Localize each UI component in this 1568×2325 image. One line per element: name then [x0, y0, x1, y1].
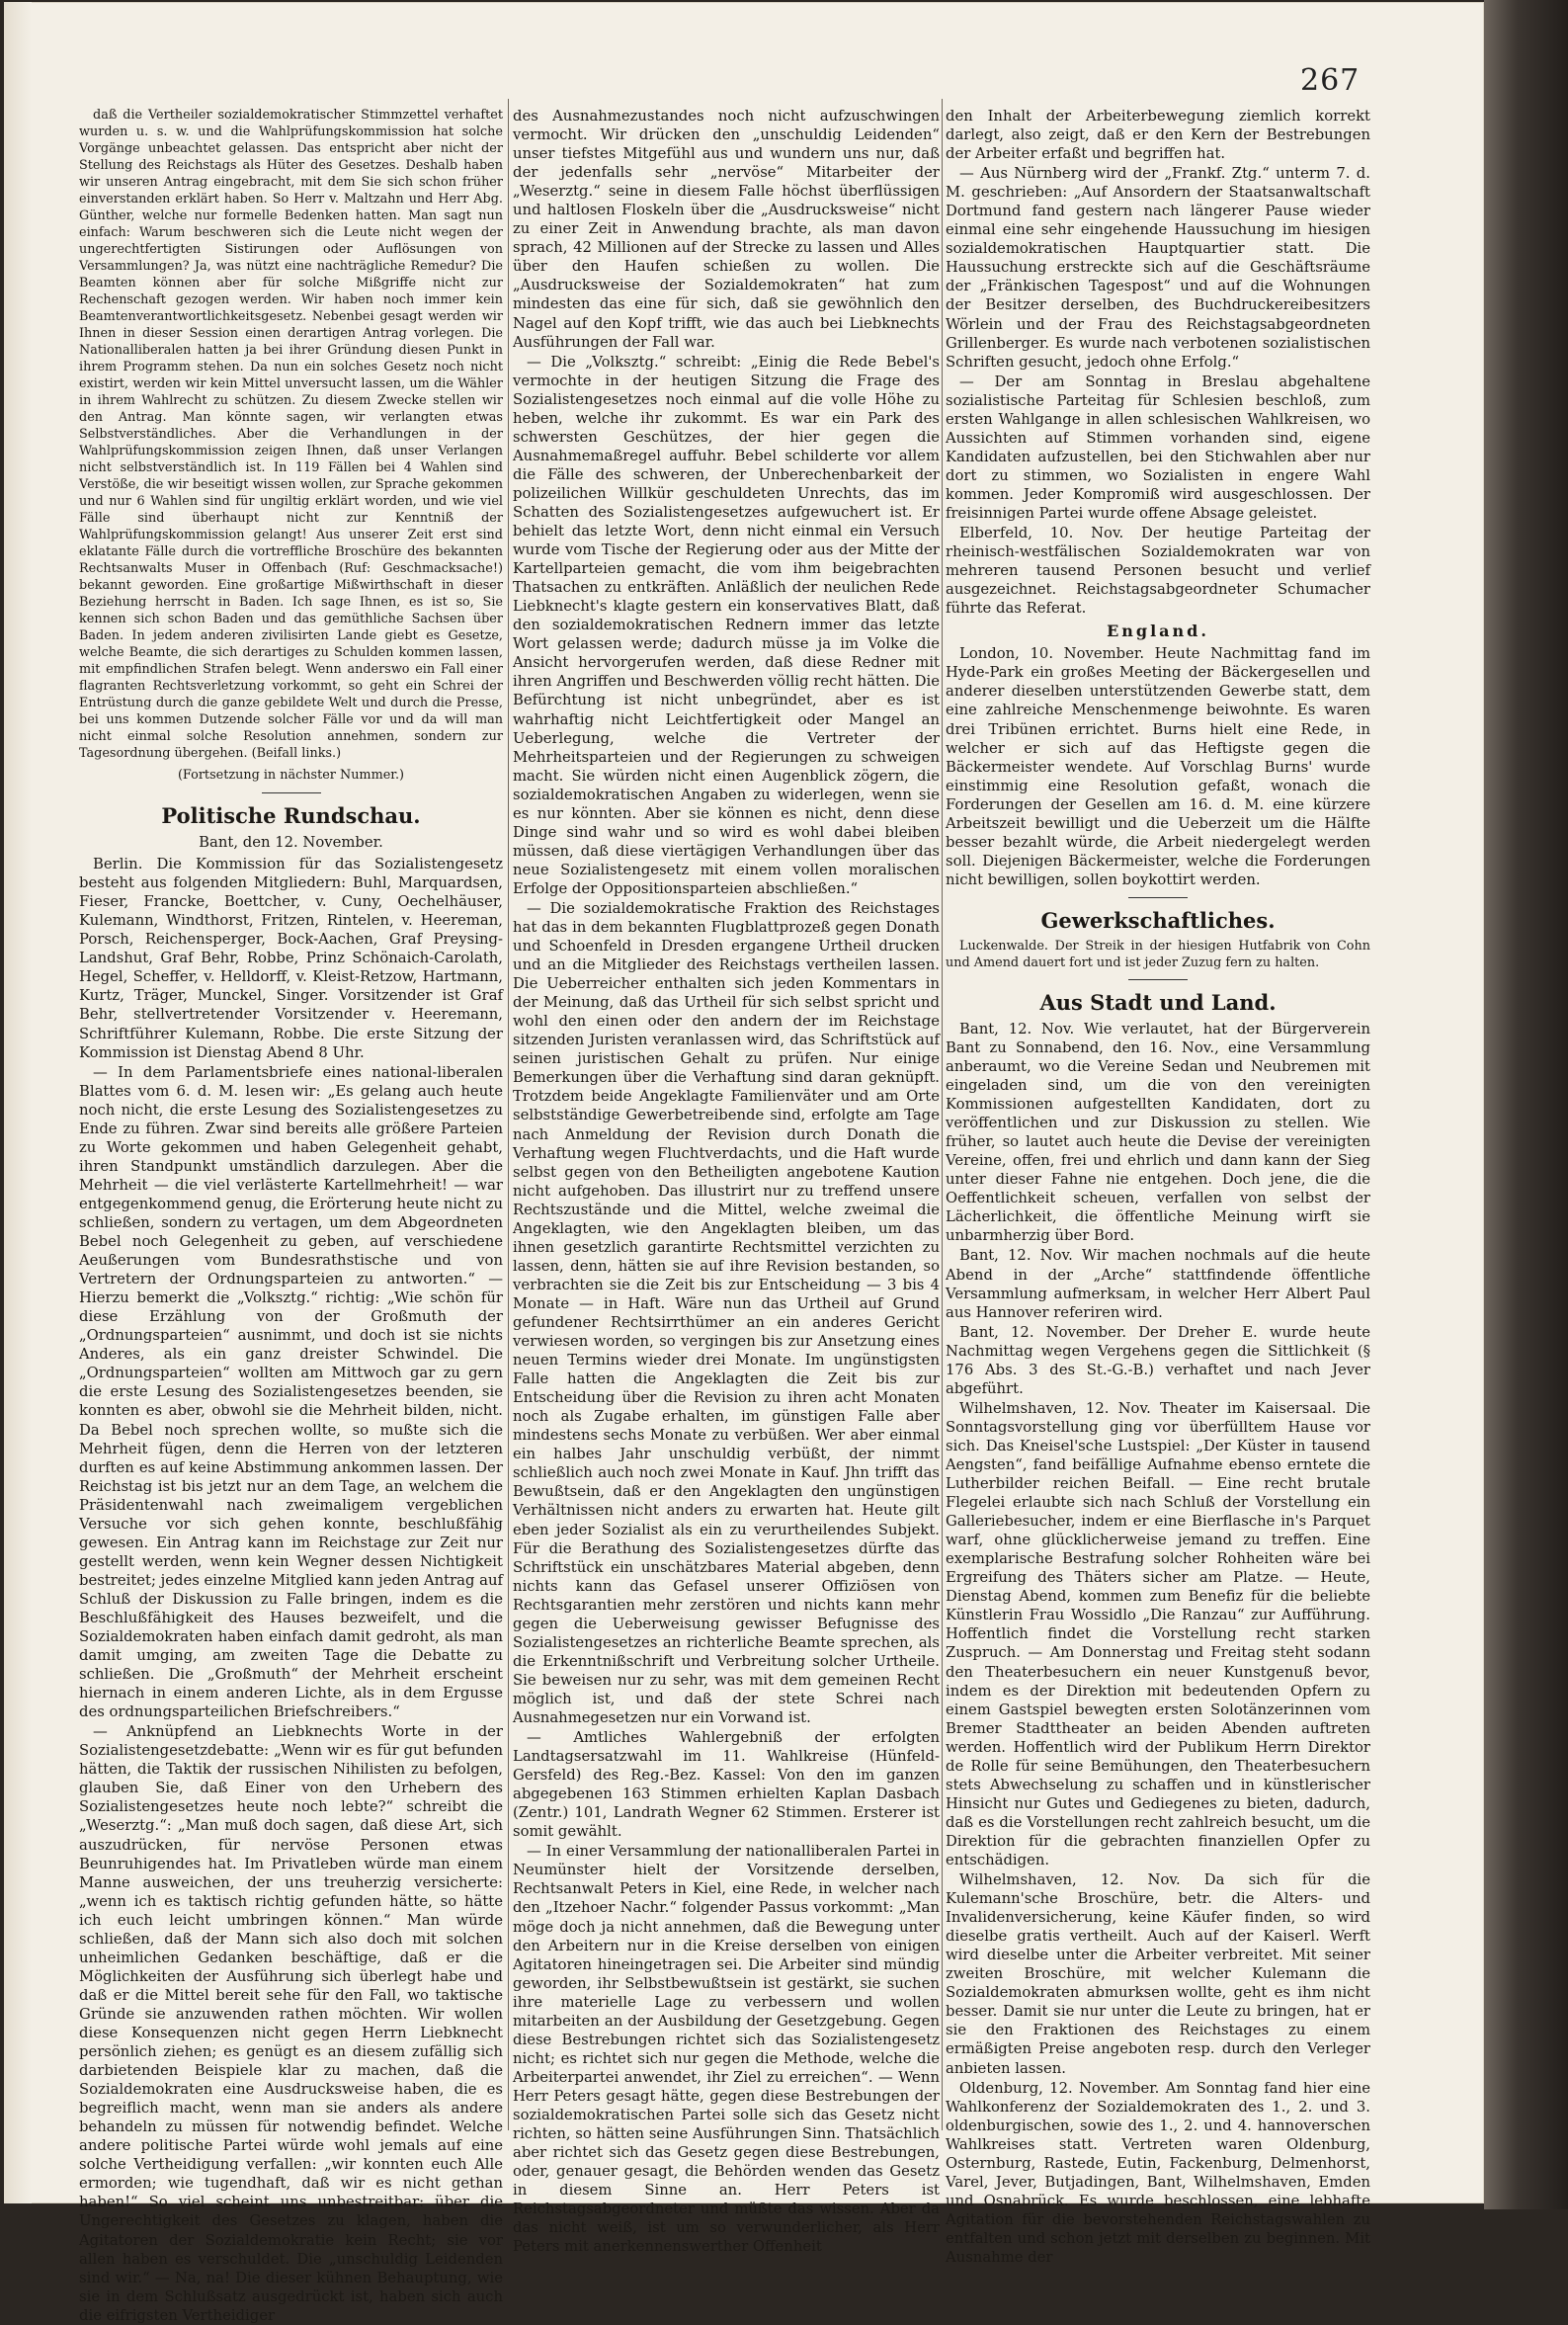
article-paragraph: daß die Vertheiler sozialdemokratischer Stimmzettel verhaftet wurden u. s. w. und die Wahlprüfungskommission hat solche Vorgänge unbeachtet gelassen. Das entspricht aber nicht der Stellung des Reichstags als Hüter des Gesetzes. Deshalb haben wir unseren Antrag eingebracht, mit dem Sie sich schon früher einverstanden erklärt haben. So Herr v. Maltzahn und Herr Abg. Günther, welche nur formelle Bedenken hatten. Man sagt nun einfach: Warum beschweren sich die Leute nicht wegen der ungerechtfertigten Sistirungen oder Auflösungen von Versammlungen? Ja, was nützt eine nachträgliche Remedur? Die Beamten können aber für solche Mißgriffe nicht zur Rechenschaft gezogen werden. Wir haben noch immer kein Beamtenverantwortlichkeitsgesetz. Nebenbei gesagt werden wir Ihnen in dieser Session einen derartigen Antrag vorlegen. Die Nationalliberalen hatten ja bei ihrer Gründung diesen Punkt in ihrem Programm stehen. Da nun ein solches Gesetz noch nicht existirt, werden wir kein Mittel unversucht lassen, um die Wähler in ihrem Wahlrecht zu schützen. Zu diesem Zwecke stellen wir den Antrag. Man könnte sagen, wir verlangten etwas Selbstverständliches. Aber die Verhandlungen in der Wahlprüfungskommission zeigen Ihnen, daß unser Verlangen nicht selbstverständlich ist. In 119 Fällen bei 4 Wahlen sind Verstöße, die wir beseitigt wissen wollen, zur Sprache gekommen und nur 6 Wahlen sind für ungiltig erklärt worden, und wie viel Fälle sind überhaupt nicht zur Kenntniß der Wahlprüfungskommission gelangt! Aus unserer Zeit erst sind eklatante Fälle durch die vortreffliche Broschüre des bekannten Rechtsanwalts Muser in Offenbach (Ruf: Geschmacksache!) bekannt geworden. Eine großartige Mißwirthschaft in dieser Beziehung herrscht in Baden. Ich sage Ihnen, es ist so, Sie kennen sich schon Baden und das gemüthliche Sachsen über Baden. In jedem anderen zivilisirten Lande giebt es Gesetze, welche Beamte, die sich derartiges zu Schulden kommen lassen, mit empfindlichen Strafen belegt. Wenn anderswo ein Fall einer flagranten Rechtsverletzung vorkommt, so geht ein Schrei der Entrüstung durch die ganze gebildete Welt und durch die Presse, bei uns kommen Dutzende solcher Fälle vor und da will man nicht einmal solche Resolution annehmen, sondern zur Tagesordnung übergehen. (Beifall links.) [79, 108, 503, 761]
column-rule [942, 99, 943, 2130]
binding-spine [1484, 0, 1568, 2209]
dateline: Bant, den 12. November. [199, 834, 383, 852]
column-rule [508, 99, 509, 2130]
section-heading-politische-rundschau: Politische Rundschau. [161, 803, 421, 829]
separator-line [262, 792, 321, 793]
article-paragraph: — Amtliches Wahlergebniß der erfolgten Landtagsersatzwahl im 11. Wahlkreise (Hünfeld-Gersfeld) des Reg.-Bez. Kassel: Von den im ganzen abgegebenen 163 Stimmen erhielten Kaplan Dasbach (Zentr.) 101, Landrath Wegner 62 Stimmen. Ersterer ist somit gewählt. [513, 1729, 940, 1841]
article-paragraph: — Die „Volksztg.“ schreibt: „Einig die Rede Bebel's vermochte in der heutigen Sitzung die Frage des Sozialistengesetzes noch einmal auf die volle Höhe zu heben, welche ihr zukommt. Es war ein Park des schwersten Geschützes, der hier gegen die Ausnahmemaßregel auffuhr. Bebel schilderte vor allem die Fälle des schweren, der Unberechenbarkeit der polizeilichen Willkür geschuldeten Unrechts, das im Schatten des Sozialistengesetzes aufgewuchert ist. Er behielt das letzte Wort, denn nicht einmal ein Versuch wurde vom Tische der Regierung oder aus der Mitte der Kartellparteien gemacht, die vom ihm beigebrachten Thatsachen zu entkräften. Anläßlich der neulichen Rede Liebknecht's klagte gestern ein konservatives Blatt, daß den sozialdemokratischen Rednern immer das letzte Wort gelassen werde; dadurch müsse ja im Volke die Ansicht hervorgerufen werden, daß diese Redner mit ihren Angriffen und Beschwerden völlig recht hätten. Die Befürchtung ist nicht unbegründet, aber es ist wahrhaftig nicht Leichtfertigkeit oder Mangel an Ueberlegung, welche die Vertreter der Mehrheitsparteien und der Regierungen zu schweigen macht. Sie würden nicht einen Augenblick zögern, die sozialdemokratischen Angaben zu widerlegen, wenn sie es nur könnten. Aber sie können es nicht, denn diese Dinge sind wahr und so wird es wohl dabei bleiben müssen, daß diese viertägigen Verhandlungen über das neue Sozialistengesetz mit einem vollen moralischen Erfolge der Oppositionsparteien abschließen.“ [513, 353, 940, 897]
continuation-note: (Fortsetzung in nächster Nummer.) [177, 768, 405, 783]
article-paragraph: — Die sozialdemokratische Fraktion des Reichstages hat das in dem bekannten Flugblattprozeß gegen Donath und Schoenfeld in Dresden ergangene Urtheil drucken und an die Mitglieder des Reichstags vertheilen lassen. Die Ueberreicher enthalten sich jeden Kommentars in der Meinung, daß das Urtheil für sich selbst spricht und wohl den einen oder den andern der im Reichstage sitzenden Juristen veranlassen wird, das Schriftstück auf seinen juristischen Gehalt zu prüfen. Nur einige Bemerkungen über die Verhaftung sind daran geknüpft. Trotzdem beide Angeklagte Familienväter und am Orte selbstständige Gewerbetreibende sind, erfolgte am Tage nach Anmeldung der Revision durch Donath die Verhaftung wegen Fluchtverdachts, und die Haft wurde selbst gegen von den Betheiligten angebotene Kaution nicht aufgehoben. Das illustrirt nur zu treffend unsere Rechtszustände und die Mittel, welche zweimal die Angeklagten, wie den Angeklagten bleiben, um das ihnen gesetzlich garantirte Rechtsmittel verzichten zu lassen, denn, hätten sie auf ihre Revision bestanden, so verbrachten sie die Zeit bis zur Entscheidung — 3 bis 4 Monate — in Haft. Wäre nun das Urtheil auf Grund gefundener Rechtsirrthümer an ein anderes Gericht verwiesen worden, so vergingen bis zur Ansetzung eines neuen Termins wieder drei Monate. Im ungünstigsten Falle hatten die Angeklagten die Zeit bis zur Entscheidung über die Revision zu ihren acht Monaten noch als Zugabe erhalten, im günstigen Falle aber mindestens sechs Monate zu verbüßen. Wer aber einmal ein halbes Jahr unschuldig verbüßt, der nimmt schließlich auch noch zwei Monate in Kauf. Jhn trifft das Bewußtsein, daß er den Angeklagten den ungünstigen Verhältnissen nicht anders zu erwarten hat. Heute gilt eben jeder Sozialist als ein zu verurtheilendes Subjekt. Für die Berathung des Sozialistengesetzes dürfte das Schriftstück ein unschätzbares Material abgeben, denn nichts kann das Gefasel unserer Offiziösen von Rechtsgarantien mehr zerstören und nichts kann mehr gegen die Ueberweisung gewisser Befugnisse des Sozialistengesetzes an richterliche Beamte sprechen, als die Erkenntnißschrift und Verbreitung solcher Urtheile. Sie beweisen nur zu sehr, was mit dem gemeinen Recht möglich ist, und daß der stete Schrei nach Ausnahmegesetzen nur ein Vorwand ist. [513, 899, 940, 1726]
article-paragraph: Wilhelmshaven, 12. Nov. Theater im Kaisersaal. Die Sonntagsvorstellung ging vor überfülltem Hause vor sich. Das Kneisel'sche Lustspiel: „Der Küster in tausend Aengsten“, fand beifällige Aufnahme ebenso erntete die Lutherbilder reichen Beifall. — Eine recht brutale Flegelei erlaubte sich nach Schluß der Vorstellung ein Galleriebesucher, indem er eine Bierflasche in's Parquet warf, ohne glücklicherweise jemand zu treffen. Eine exemplarische Bestrafung solcher Rohheiten wäre bei Ergreifung des Thäters sicher am Platze. — Heute, Dienstag Abend, kommen zum Benefiz für die beliebte Künstlerin Frau Wossidlo „Die Ranzau“ zur Aufführung. Hoffentlich findet die Vorstellung recht starken Zuspruch. — Am Donnerstag und Freitag steht sodann den Theaterbesuchern ein neuer Kunstgenuß bevor, indem es der Direktion mit bedeutenden Opfern zu einem Gastspiel bewegten ersten Solotänzerinnen vom Bremer Stadttheater an beiden Abenden auftreten werden. Hoffentlich wird der Publikum Herrn Direktor de Rolle für seine Bemühungen, den Theaterbesuchern stets Abwechselung zu schaffen und in künstlerischer Hinsicht nur Gutes und Gediegenes zu bieten, dadurch, daß es die Vorstellungen recht zahlreich besucht, um die Direktion für die gebrachten finanziellen Opfer zu entschädigen. [946, 1399, 1370, 1868]
column-2 [513, 107, 940, 2256]
article-paragraph: — Der am Sonntag in Breslau abgehaltene sozialistische Parteitag für Schlesien beschloß, zum ersten Wahlgange in allen schlesischen Wahlkreisen, wo Aussichten auf Stimmen vorhanden sind, eigene Kandidaten aufzustellen, bei den Stichwahlen aber nur dort zu stimmen, wo Sozialisten in engere Wahl kommen. Jeder Kompromiß wird ausgeschlossen. Der freisinnigen Partei wurde offene Absage geleistet. [946, 373, 1370, 522]
article-paragraph: Oldenburg, 12. November. Am Sonntag fand hier eine Wahlkonferenz der Sozialdemokraten des 1., 2. und 3. oldenburgischen, sowie des 1., 2. und 4. hannoverschen Wahlkreises statt. Vertreten waren Oldenburg, Osternburg, Rastede, Eutin, Fackenburg, Delmenhorst, Varel, Jever, Butjadingen, Bant, Wilhelmshaven, Emden und Osnabrück. Es wurde beschlossen, eine lebhafte Agitation für die bevorstehenden Reichstagswahlen zu entfalten und schon jetzt mit derselben zu beginnen. Mit Ausnahme der [946, 2079, 1370, 2266]
column-1 [79, 107, 503, 2324]
article-paragraph: Wilhelmshaven, 12. Nov. Da sich für die Kulemann'sche Broschüre, betr. die Alters- und Invalidenversicherung, keine Käufer finden, so wird dieselbe gratis vertheilt. Auch auf der Kaiserl. Werft wird dieselbe unter die Arbeiter verbreitet. Mit seiner zweiten Broschüre, mit welcher Kulemann die Sozialdemokraten abmurksen wollte, geht es ihm nicht besser. Damit sie nur unter die Leute zu bringen, hat er sie den Fraktionen des Reichstages zu einem ermäßigten Preise angeboten resp. durch den Verleger anbieten lassen. [946, 1871, 1370, 2077]
article-paragraph: London, 10. November. Heute Nachmittag fand im Hyde-Park ein großes Meeting der Bäckergesellen und anderer dieselben unterstützenden Gewerbe statt, dem eine zahlreiche Menschenmenge beiwohnte. Es waren drei Tribünen errichtet. Burns hielt eine Rede, in welcher er sich auf das Heftigste gegen die Bäckermeister wendete. Auf Vorschlag Burns' wurde einstimmig eine Resolution gefaßt, wonach die Forderungen der Gesellen am 16. d. M. eine kürzere Arbeitszeit bewilligt und die Ueberzeit um die Hälfte besser bezahlt würde, die Arbeit niedergelegt werden soll. Diejenigen Bäckermeister, welche die Forderungen nicht bewilligen, sollen boykottirt werden. [946, 645, 1370, 888]
article-paragraph: Bant, 12. Nov. Wie verlautet, hat der Bürgerverein Bant zu Sonnabend, den 16. Nov., eine Versammlung anberaumt, wo die Vereine Sedan und Neubremen mit eingeladen sind, um die von den vereinigten Kommissionen aufgestellten Kandidaten, dort zu veröffentlichen und zur Diskussion zu stellen. Wie früher, so lautet auch heute die Devise der vereinigten Vereine, offen, frei und ehrlich und dann kann der Sieg unter dieser Fahne nie entgehen. Doch jene, die die Oeffentlichkeit scheuen, verfallen von selbst der Lächerlichkeit, die öffentliche Meinung wirft sie unbarmherzig über Bord. [946, 1020, 1370, 1245]
separator-line [1128, 979, 1188, 980]
article-paragraph: Bant, 12. November. Der Dreher E. wurde heute Nachmittag wegen Vergehens gegen die Sittlichkeit (§ 176 Abs. 3 des St.-G.-B.) verhaftet und nach Jever abgeführt. [946, 1323, 1370, 1397]
article-paragraph: Luckenwalde. Der Streik in der hiesigen Hutfabrik von Cohn und Amend dauert fort und ist jeder Zuzug fern zu halten. [946, 938, 1370, 970]
article-paragraph: Berlin. Die Kommission für das Sozialistengesetz besteht aus folgenden Mitgliedern: Buhl, Marquardsen, Fieser, Francke, Boettcher, v. Cuny, Oechelhäuser, Kulemann, Windthorst, Fritzen, Rintelen, v. Heereman, Porsch, Reichensperger, Bock-Aachen, Graf Preysing-Landshut, Graf Behr, Robbe, Prinz Schönaich-Carolath, Hegel, Scheffer, v. Helldorff, v. Kleist-Retzow, Hartmann, Kurtz, Träger, Munckel, Singer. Vorsitzender ist Graf Behr, stellvertretender Vorsitzender v. Heeremann, Schriftführer Kulemann, Robbe. Die erste Sitzung der Kommission ist Dienstag Abend 8 Uhr. [79, 856, 503, 1061]
section-heading-aus-stadt-und-land: Aus Stadt und Land. [1039, 989, 1277, 1015]
article-paragraph: — Anknüpfend an Liebknechts Worte in der Sozialistengesetzdebatte: „Wenn wir es für gut befunden hätten, die Taktik der russischen Nihilisten zu befolgen, glauben Sie, daß Einer von den Urhebern des Sozialistengesetzes heute noch lebte?“ schreibt die „Weserztg.“: „Man muß doch sagen, daß diese Art, sich auszudrücken, für nervöse Personen etwas Beunruhigendes hat. Im Privatleben würde man einem Manne ausweichen, der uns treuherzig versicherte: „wenn ich es taktisch richtig gefunden hätte, so hätte ich euch leicht umbringen können.“ Man würde schließen, daß der Mann sich also doch mit solchen unheimlichen Gedanken beschäftige, daß er die Möglichkeiten der Ausführung sich überlegt habe und daß er die Mittel bereit sehe für den Fall, wo taktische Gründe sie anzuwenden rathen möchten. Wir wollen diese Konsequenzen nicht gegen Herrn Liebknecht persönlich ziehen; es genügt es an diesem zufällig sich darbietenden Beispiele klar zu machen, daß die Sozialdemokraten eine Ausdrucksweise haben, die es begreiflich macht, wenn man sie anders als andere behandeln zu müssen für notwendig befindet. Welche andere politische Partei würde wohl jemals auf eine solche Vertheidigung verfallen: „wir konnten euch Alle ermorden; wie tugendhaft, daß wir es nicht gethan haben!“ So viel scheint uns unbestreitbar: über die Ungerechtigkeit des Gesetzes zu klagen, haben die Agitatoren der Sozialdemokratie kein Recht; sie vor allen haben es verschuldet. Die „unschuldig Leidenden sind wir.“ — Na, na! Die dieser kühnen Behauptung, wie sie in dem Schlußsatz ausgedrückt ist, haben sich auch die eifrigsten Vertheidiger [79, 1723, 503, 2324]
separator-line [1128, 897, 1188, 898]
article-paragraph: des Ausnahmezustandes noch nicht aufzuschwingen vermocht. Wir drücken den „unschuldig Leidenden“ unser tiefstes Mitgefühl aus und wundern uns nur, daß der jedenfalls sehr „nervöse“ Mitarbeiter der „Weserztg.“ seine in diesem Falle höchst überflüssigen und haltlosen Floskeln über die „Ausdrucksweise“ nicht zu einer Zeit in Anwendung brachte, als man davon sprach, 42 Millionen auf der Strecke zu lassen und Alles über den Haufen schießen zu wollen. Die „Ausdrucksweise der Sozialdemokraten“ hat zum mindesten das eine für sich, daß sie gewöhnlich den Nagel auf den Kopf trifft, wie das auch bei Liebknechts Ausführungen der Fall war. [513, 108, 940, 351]
page-inner-margin [4, 2, 32, 2203]
article-paragraph: — In einer Versammlung der nationalliberalen Partei in Neumünster hielt der Vorsitzende derselben, Rechtsanwalt Peters in Kiel, eine Rede, in welcher nach den „Itzehoer Nachr.“ folgender Passus vorkommt: „Man möge doch ja nicht annehmen, daß die Bewegung unter den Arbeitern nur in die Kreise derselben von einigen Agitatoren hineingetragen sei. Die Arbeiter sind mündig geworden, ihr Selbstbewußtsein ist gestärkt, sie suchen ihre materielle Lage zu verbessern und wollen mitarbeiten an der Ausbildung der Gesetzgebung. Gegen diese Bestrebungen richtet sich das Sozialistengesetz nicht; es richtet sich nur gegen die Methode, welche die Arbeiterpartei anwendet, ihr Ziel zu erreichen“. — Wenn Herr Peters gesagt hätte, gegen diese Bestrebungen der sozialdemokratischen Partei solle sich das Gesetz nicht richten, so hätten seine Ausführungen Sinn. Thatsächlich aber richtet sich das Gesetz gegen diese Bestrebungen, oder, genauer gesagt, die Behörden wenden das Gesetz in diesem Sinne an. Herr Peters ist Reichstagsabgeordneter und müßte das wissen. Aber da das nicht weiß, ist um so verwunderlicher, als Herr Peters mit anerkennenswerther Offenheit [513, 1843, 940, 2256]
article-paragraph: Bant, 12. Nov. Wir machen nochmals auf die heute Abend in der „Arche“ stattfindende öffentliche Versammlung aufmerksam, in welcher Herr Albert Paul aus Hannover referiren wird. [946, 1247, 1370, 1321]
article-paragraph: — In dem Parlamentsbriefe eines national-liberalen Blattes vom 6. d. M. lesen wir: „Es gelang auch heute noch nicht, die erste Lesung des Sozialistengesetzes zu Ende zu führen. Zwar sind bereits alle größere Parteien zu Worte gekommen und haben Gelegenheit gehabt, ihren Standpunkt umständlich darzulegen. Aber die Mehrheit — die viel verlästerte Kartellmehrheit! — war entgegenkommend genug, die Erörterung heute nicht zu schließen, sondern zu vertagen, um dem Abgeordneten Bebel noch Gelegenheit zu geben, auf verschiedene Aeußerungen vom Bundesrathstische und von Vertretern der Ordnungsparteien zu antworten.“ — Hierzu bemerkt die „Volksztg.“ richtig: „Wie schön für diese Erzählung von der Großmuth der „Ordnungsparteien“ ausnimmt, und doch ist sie nichts Anderes, als ein ganz dreister Schwindel. Die „Ordnungsparteien“ wollten am Mittwoch gar zu gern die erste Lesung des Sozialistengesetzes beenden, sie konnten es aber, obwohl sie die Mehrheit bilden, nicht. Da Bebel noch sprechen wollte, so mußte sich die Mehrheit fügen, denn die Herren von der letzteren durften es auf keine Abstimmung ankommen lassen. Der Reichstag ist bis jetzt nur an dem Tage, an welchem die Präsidentenwahl nach zweimaligem vergeblichen Versuche vor sich gehen konnte, beschlußfähig gewesen. Ein Antrag kann im Reichstage zur Zeit nur gestellt werden, wenn kein Wegner dessen Nichtigkeit bestreitet; jedes einzelne Mitglied kann jeden Antrag auf Schluß der Diskussion zu Falle bringen, indem es die Beschlußfähigkeit des Hauses bezweifelt, und die Sozialdemokraten haben einfach damit gedroht, als man damit umging, am zweiten Tage die Debatte zu schließen. Die „Großmuth“ der Mehrheit erscheint hiernach in einem anderen Lichte, als in dem Ergusse des ordnungsparteilichen Briefschreibers.“ [79, 1063, 503, 1721]
section-heading-england: England. [1107, 622, 1209, 641]
column-3 [946, 107, 1370, 2266]
page-number: 267 [1300, 63, 1361, 98]
article-paragraph: den Inhalt der Arbeiterbewegung ziemlich korrekt darlegt, also zeigt, daß er den Kern der Bestrebungen der Arbeiter erfaßt und begriffen hat. [946, 108, 1370, 163]
section-heading-gewerkschaftliches: Gewerkschaftliches. [1040, 907, 1276, 933]
article-paragraph: Elberfeld, 10. Nov. Der heutige Parteitag der rheinisch-westfälischen Sozialdemokraten war von mehreren tausend Personen besucht und verlief ausgezeichnet. Reichstagsabgeordneter Schumacher führte das Referat. [946, 525, 1370, 618]
article-paragraph: — Aus Nürnberg wird der „Frankf. Ztg.“ unterm 7. d. M. geschrieben: „Auf Ansordern der Staatsanwaltschaft Dortmund fand gestern nach längerer Pause wieder einmal eine sehr eingehende Haussuchung im hiesigen sozialdemokratischen Hauptquartier statt. Die Haussuchung erstreckte sich auf die Geschäftsräume der „Fränkischen Tagespost“ und auf die Wohnungen der Besitzer derselben, des Buchdruckereibesitzers Wörlein und der Frau des Reichstagsabgeordneten Grillenberger. Es wurde nach verbotenen sozialistischen Schriften gesucht, jedoch ohne Erfolg.“ [946, 165, 1370, 371]
